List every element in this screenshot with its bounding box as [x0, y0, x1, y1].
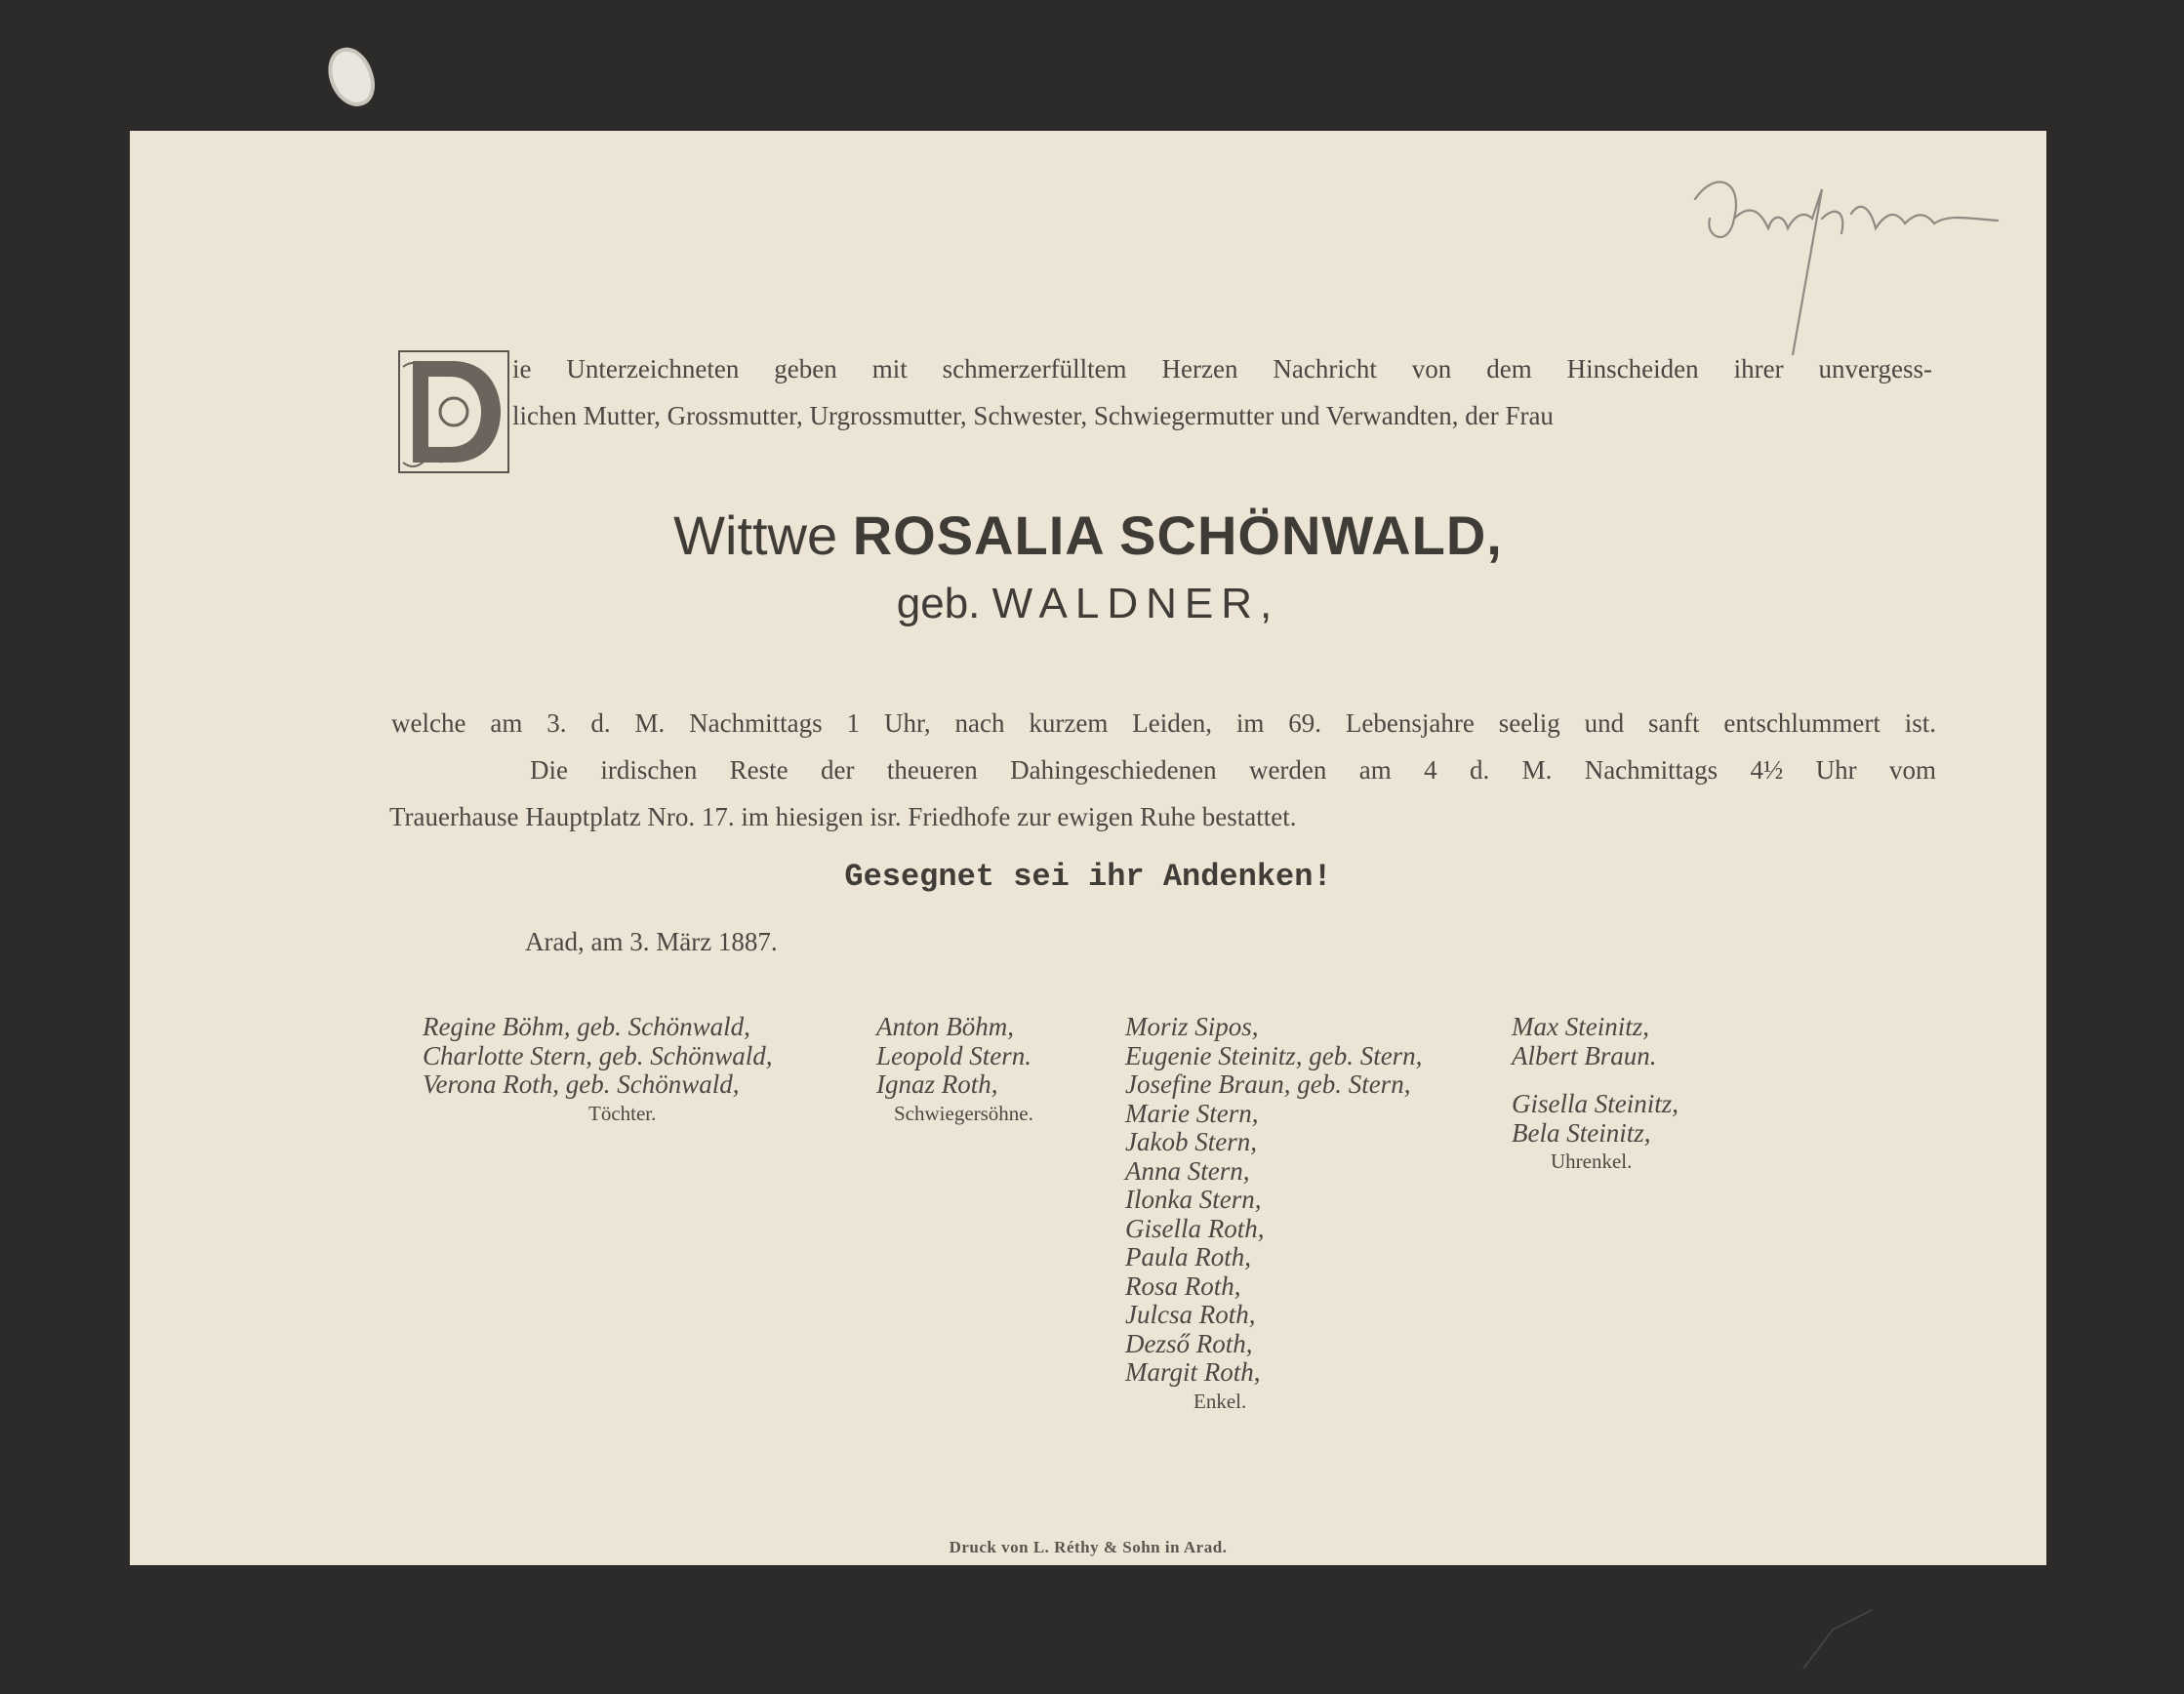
- list-item: Albert Braun.: [1512, 1040, 1657, 1070]
- list-item: Margit Roth,: [1125, 1357, 1261, 1387]
- list-item: Dezső Roth,: [1125, 1328, 1253, 1358]
- list-item: Moriz Sipos,: [1125, 1012, 1259, 1041]
- list-item: Gisella Roth,: [1125, 1213, 1265, 1243]
- role-label: Enkel.: [1193, 1389, 1247, 1413]
- handwritten-pencil-note: [1676, 160, 2027, 355]
- list-item: Charlotte Stern, geb. Schönwald,: [423, 1040, 773, 1070]
- body-text-line-2: Die irdischen Reste der theueren Dahingeschiedenen werden am 4 d. M. Nachmittags 4½ Uhr vom: [530, 755, 1936, 785]
- list-item: Bela Steinitz,: [1512, 1117, 1651, 1148]
- grandchildren-column: [1125, 1013, 1422, 1416]
- list-item: Julcsa Roth,: [1125, 1300, 1256, 1329]
- sons-in-law-column: [876, 1013, 1033, 1128]
- ornamental-initial-d: [395, 347, 512, 476]
- list-item: Anton Böhm,: [876, 1012, 1014, 1041]
- intro-text-line-1: ie Unterzeichneten geben mit schmerzerfülltem Herzen Nachricht von dem Hinscheiden ihrer unvergess-: [512, 354, 1932, 383]
- daughters-column: [423, 1013, 772, 1128]
- deceased-name: [130, 504, 2046, 567]
- background-crease-mark: [1794, 1600, 1881, 1678]
- name-prefix: Wittwe: [673, 504, 853, 566]
- blessing-line: Gesegnet sei ihr Andenken!: [844, 859, 1332, 895]
- list-item: Gisella Steinitz,: [1512, 1089, 1678, 1118]
- spacer: [1512, 1070, 1678, 1090]
- name-main: ROSALIA SCHÖNWALD,: [852, 504, 1503, 566]
- role-label: Schwiegersöhne.: [894, 1101, 1033, 1125]
- list-item: Regine Böhm, geb. Schönwald,: [423, 1012, 750, 1041]
- geb-prefix: geb.: [896, 580, 992, 627]
- body-text-line-1: welche am 3. d. M. Nachmittags 1 Uhr, nach kurzem Leiden, im 69. Lebensjahre seelig und sanft entschlummert ist.: [391, 708, 1936, 738]
- list-item: Ilonka Stern,: [1125, 1185, 1262, 1214]
- role-label: Uhrenkel.: [1551, 1150, 1633, 1173]
- list-item: Paula Roth,: [1125, 1242, 1251, 1271]
- list-item: Rosa Roth,: [1125, 1270, 1241, 1301]
- great-grandchildren-column: [1512, 1013, 1678, 1177]
- mourning-notice-sheet: [130, 131, 2046, 1565]
- maiden-name: WALDNER,: [991, 580, 1280, 627]
- list-item: Anna Stern,: [1125, 1155, 1250, 1186]
- list-item: Ignaz Roth,: [876, 1069, 998, 1099]
- list-item: Marie Stern,: [1125, 1098, 1259, 1128]
- printer-imprint: Druck von L. Réthy & Sohn in Arad.: [949, 1538, 1228, 1556]
- punch-hole: [321, 42, 381, 113]
- intro-text-line-2: lichen Mutter, Grossmutter, Urgrossmutter, Schwester, Schwiegermutter und Verwandten, der Frau: [512, 401, 1554, 430]
- date-place-line: Arad, am 3. März 1887.: [525, 927, 778, 956]
- list-item: Josefine Braun, geb. Stern,: [1125, 1069, 1411, 1099]
- list-item: Leopold Stern.: [876, 1040, 1031, 1070]
- role-label: Töchter.: [588, 1101, 657, 1125]
- body-text-line-3: Trauerhause Hauptplatz Nro. 17. im hiesigen isr. Friedhofe zur ewigen Ruhe bestattet.: [389, 802, 1297, 831]
- list-item: Eugenie Steinitz, geb. Stern,: [1125, 1040, 1423, 1070]
- list-item: Verona Roth, geb. Schönwald,: [423, 1069, 740, 1099]
- list-item: Jakob Stern,: [1125, 1127, 1257, 1156]
- maiden-name-line: [130, 580, 2046, 628]
- list-item: Max Steinitz,: [1512, 1012, 1649, 1041]
